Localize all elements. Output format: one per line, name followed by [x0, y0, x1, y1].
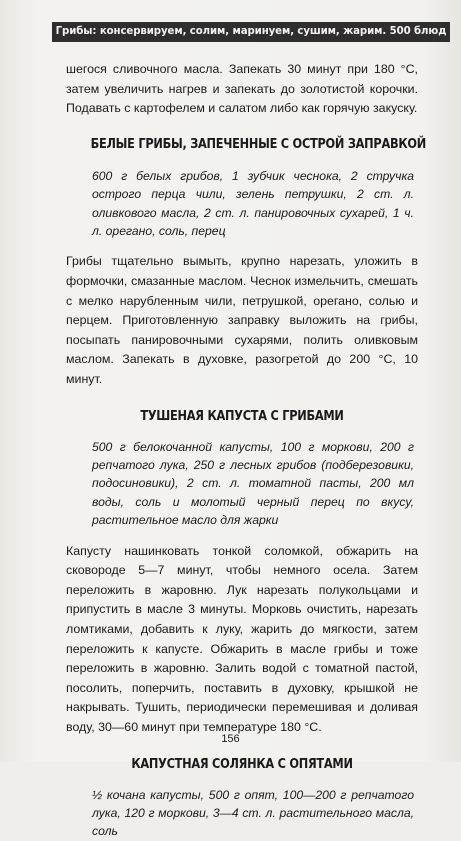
recipe-method: Грибы тщательно вымыть, крупно нарезать, уложить в формочки, смазанные маслом. Чеснок измельчить, смешать с мелко нарубленным чили, петрушкой, орегано, солью и перцем. Приготовленную заправку выложить на грибы, посыпать панировочными сухарями, полить оливковым маслом. Запекать в духовке, разогретой до 200 °С, 10 минут.	[66, 254, 418, 386]
recipe-ingredients: ½ кочана капусты, 500 г опят, 100—200 г репчатого лука, 120 г моркови, 3—4 ст. л. растительного масла, соль	[92, 787, 414, 839]
intro-paragraph: шегося сливочного масла. Запекать 30 минут при 180 °С, затем увеличить нагрев и запекать до золотистой корочки. Подавать с картофелем и салатом либо как горячую закуску.	[66, 62, 418, 116]
recipe-title: БЕЛЫЕ ГРИБЫ, ЗАПЕЧЕННЫЕ С ОСТРОЙ ЗАПРАВКОЙ	[90, 136, 426, 152]
running-header: Грибы: консервируем, солим, маринуем, сушим, жарим. 500 блюд	[52, 22, 450, 42]
recipe-ingredients: 500 г белокочанной капусты, 100 г моркови, 200 г репчатого лука, 250 г лесных грибов (подберезовики, подосиновики), 2 ст. л. томатной пасты, 200 мл воды, соль и молотый черный перец по вкусу, растительное масло для жарки	[92, 439, 414, 528]
recipe-title: ТУШЕНАЯ КАПУСТА С ГРИБАМИ	[140, 408, 344, 424]
recipe-ingredients: 600 г белых грибов, 1 зубчик чеснока, 2 стручка острого перца чили, зелень петрушки, 2 ст. л. оливкового масла, 2 ст. л. панировочных сухарей, 1 ч. л. орегано, соль, перец	[92, 168, 414, 238]
page-number: 156	[221, 733, 240, 745]
recipe-method: Капусту нашинковать тонкой соломкой, обжарить на сковороде 5—7 минут, чтобы немного осела. Затем переложить в жаровню. Лук нарезать полукольцами и припустить в масле 3 минуты. Морковь очистить, нарезать ломтиками, добавить к луку, жарить до мягкости, затем переложить к капусте. Обжарить в масле грибы и тоже переложить в жаровню. Залить водой с томатной пастой, посолить, поперчить, поставить в духовку, крышкой не накрывать. Тушить, периодически перемешивая и доливая воду, 30—60 минут при температуре 180 °С.	[66, 543, 418, 734]
page-content	[66, 60, 426, 841]
recipe-title: КАПУСТНАЯ СОЛЯНКА С ОПЯТАМИ	[131, 756, 353, 772]
